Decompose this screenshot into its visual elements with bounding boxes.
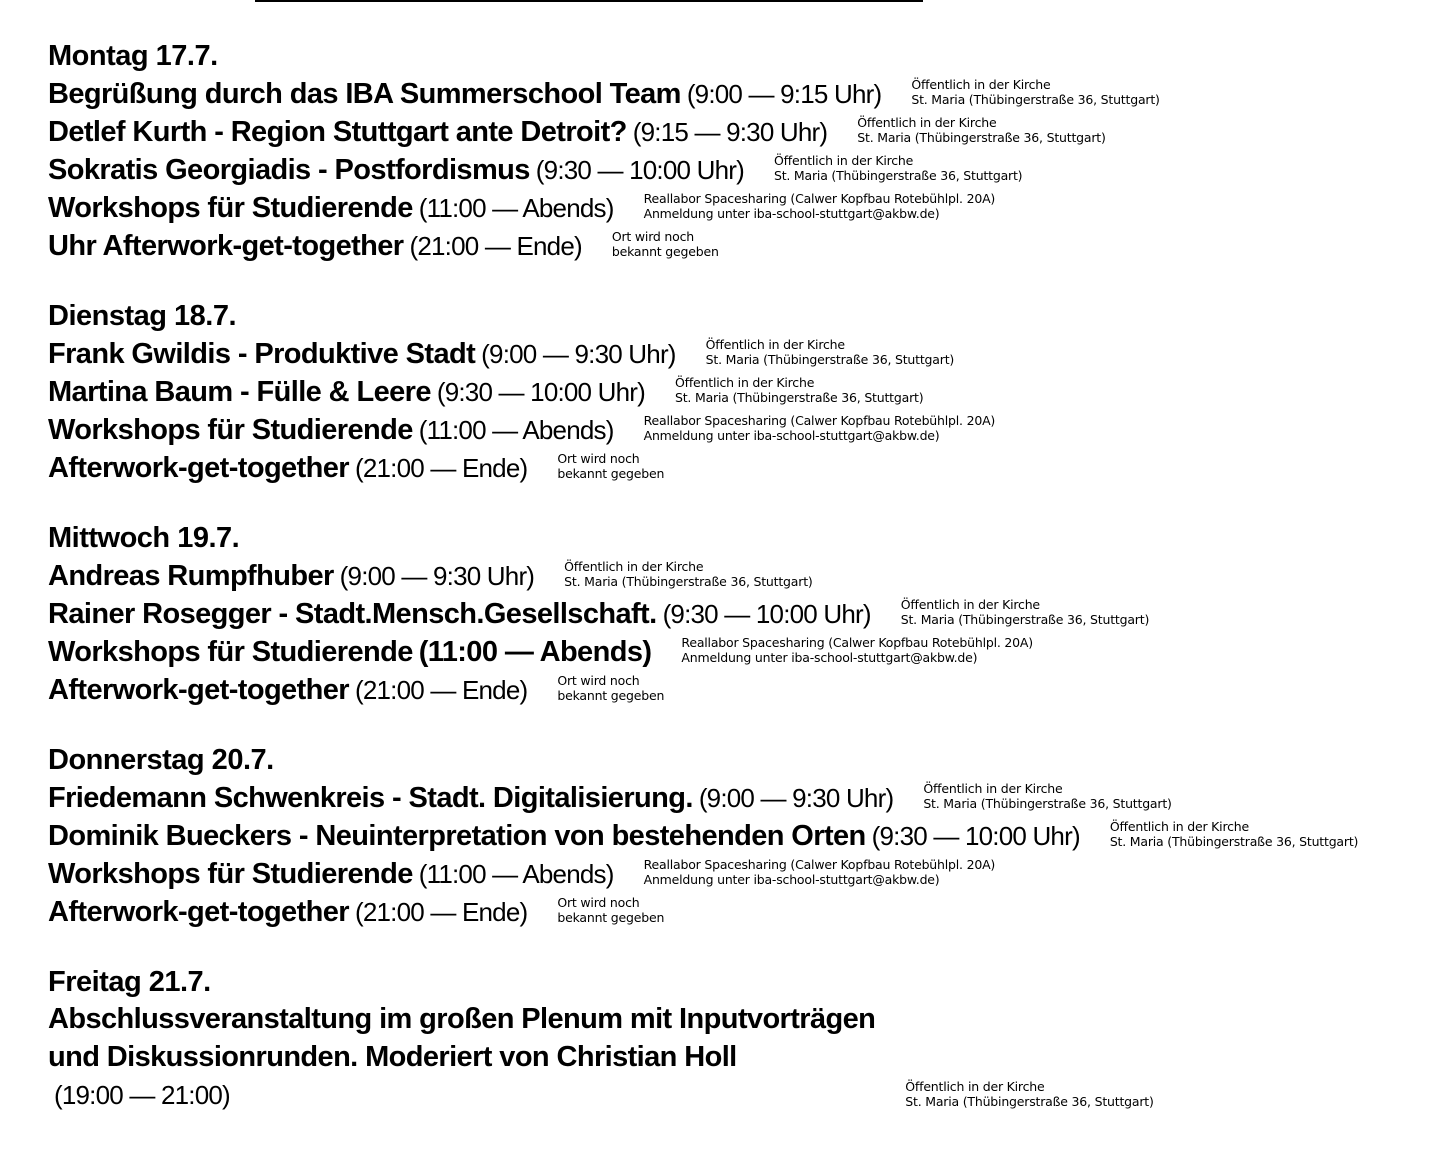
entry-title: Rainer Rosegger - Stadt.Mensch.Gesellschaft. — [48, 598, 657, 630]
day-title: Freitag 21.7. — [48, 966, 211, 998]
entry-location — [675, 375, 923, 410]
entry-title: Afterwork-get-together — [48, 452, 349, 484]
schedule-entry — [48, 778, 1450, 816]
entry-title: Frank Gwildis - Produktive Stadt — [48, 338, 476, 370]
closing-event — [48, 1000, 1450, 1114]
entry-title: Workshops für Studierende — [48, 192, 413, 224]
location-line-1: Ort wird noch — [557, 451, 640, 466]
entry-time: (9:15 — 9:30 Uhr) — [632, 117, 828, 147]
location-line-2: bekannt gegeben — [557, 466, 665, 481]
entry-location — [905, 1079, 1153, 1114]
top-rule — [255, 0, 923, 2]
location-line-1: Öffentlich in der Kirche — [911, 77, 1051, 92]
location-line-2: St. Maria (Thübingerstraße 36, Stuttgart) — [857, 130, 1106, 145]
location-line-1: Reallabor Spacesharing (Calwer Kopfbau Rotebühlpl. 20A) — [643, 191, 996, 206]
schedule-entry — [48, 816, 1450, 854]
entry-title: Friedemann Schwenkreis - Stadt. Digitalisierung. — [48, 782, 693, 814]
entry-title: Afterwork-get-together — [48, 896, 349, 928]
entry-title — [48, 1000, 875, 1114]
closing-line-2 — [48, 1038, 875, 1114]
entry-time: (9:30 — 10:00 Uhr) — [535, 155, 744, 185]
entry-title: Workshops für Studierende — [48, 414, 413, 446]
entry-location — [644, 413, 996, 448]
entry-time: (19:00 — 21:00) — [54, 1080, 230, 1110]
day-monday — [48, 40, 1450, 264]
entry-location — [774, 153, 1022, 188]
location-line-1: Öffentlich in der Kirche — [905, 1079, 1045, 1094]
schedule-entry — [48, 188, 1450, 226]
location-line-2: St. Maria (Thübingerstraße 36, Stuttgart) — [923, 796, 1172, 811]
closing-line-2-text: und Diskussionrunden. Moderiert von Christian Holl — [48, 1041, 737, 1073]
entry-location — [901, 597, 1149, 632]
schedule-entry — [48, 892, 1450, 930]
entry-title: Uhr Afterwork-get-together — [48, 230, 404, 262]
entry-location — [557, 451, 664, 486]
schedule-entry — [48, 670, 1450, 708]
location-line-1: Ort wird noch — [611, 229, 695, 244]
entry-location — [564, 559, 812, 594]
location-line-1: Öffentlich in der Kirche — [923, 781, 1063, 796]
entry-title: Workshops für Studierende — [48, 858, 413, 890]
entry-location — [1110, 819, 1358, 854]
day-wednesday — [48, 522, 1450, 708]
closing-line-1: Abschlussveranstaltung im großen Plenum mit Inputvorträgen — [48, 1003, 876, 1035]
schedule-entry — [48, 594, 1450, 632]
entry-time: (21:00 — Ende) — [354, 897, 528, 927]
location-line-2: St. Maria (Thübingerstraße 36, Stuttgart) — [675, 390, 924, 405]
location-line-2: bekannt gegeben — [557, 910, 665, 925]
entry-location — [681, 635, 1033, 670]
entry-location — [911, 77, 1159, 112]
schedule-entry — [48, 854, 1450, 892]
entry-time: (11:00 — Abends) — [418, 415, 614, 445]
location-line-1: Ort wird noch — [557, 673, 640, 688]
location-line-1: Öffentlich in der Kirche — [705, 337, 845, 352]
location-line-2: St. Maria (Thübingerstraße 36, Stuttgart) — [911, 92, 1160, 107]
location-line-2: Anmeldung unter iba-school-stuttgart@akbw.de) — [681, 650, 978, 665]
entry-time: (21:00 — Ende) — [354, 675, 528, 705]
entry-location — [612, 229, 719, 264]
location-line-1: Öffentlich in der Kirche — [857, 115, 997, 130]
schedule-entry — [48, 226, 1450, 264]
entry-time: (9:30 — 10:00 Uhr) — [662, 599, 871, 629]
entry-title: Workshops für Studierende — [48, 636, 413, 668]
location-line-1: Öffentlich in der Kirche — [564, 559, 704, 574]
entry-time: (9:00 — 9:15 Uhr) — [686, 79, 882, 109]
entry-time: (9:00 — 9:30 Uhr) — [481, 339, 676, 369]
entry-location — [706, 337, 954, 372]
schedule-entry — [48, 334, 1450, 372]
schedule-entry — [48, 448, 1450, 486]
schedule-entry — [48, 150, 1450, 188]
entry-time: (9:30 — 10:00 Uhr) — [871, 821, 1080, 851]
entry-time: (21:00 — Ende) — [354, 453, 528, 483]
entry-time: (9:00 — 9:30 Uhr) — [698, 783, 894, 813]
location-line-2: Anmeldung unter iba-school-stuttgart@akbw.de) — [643, 872, 940, 887]
entry-time: (11:00 — Abends) — [418, 193, 614, 223]
program-schedule — [48, 40, 1450, 1150]
location-line-2: Anmeldung unter iba-school-stuttgart@akbw.de) — [643, 206, 940, 221]
day-title: Dienstag 18.7. — [48, 300, 237, 332]
day-title: Donnerstag 20.7. — [48, 744, 274, 776]
entry-time: (11:00 — Abends) — [418, 636, 652, 668]
entry-time: (9:00 — 9:30 Uhr) — [339, 561, 535, 591]
location-line-1: Öffentlich in der Kirche — [1109, 819, 1250, 834]
location-line-2: St. Maria (Thübingerstraße 36, Stuttgart) — [705, 352, 955, 367]
location-line-2: St. Maria (Thübingerstraße 36, Stuttgart) — [1109, 834, 1359, 849]
location-line-1: Ort wird noch — [557, 895, 640, 910]
location-line-2: St. Maria (Thübingerstraße 36, Stuttgart) — [564, 574, 813, 589]
schedule-entry — [48, 112, 1450, 150]
schedule-entry — [48, 556, 1450, 594]
location-line-2: St. Maria (Thübingerstraße 36, Stuttgart) — [900, 612, 1150, 627]
entry-title: Martina Baum - Fülle & Leere — [48, 376, 431, 408]
day-friday — [48, 966, 1450, 1114]
entry-location — [557, 673, 664, 708]
entry-title: Dominik Bueckers - Neuinterpretation von bestehenden Orten — [48, 820, 866, 852]
entry-title: Detlef Kurth - Region Stuttgart ante Detroit? — [48, 116, 627, 148]
entry-time: (11:00 — Abends) — [418, 859, 614, 889]
entry-title: Afterwork-get-together — [48, 674, 349, 706]
entry-location — [857, 115, 1105, 150]
schedule-entry — [48, 372, 1450, 410]
location-line-1: Öffentlich in der Kirche — [900, 597, 1040, 612]
day-title: Montag 17.7. — [48, 40, 218, 72]
location-line-2: bekannt gegeben — [611, 244, 719, 259]
entry-title: Andreas Rumpfhuber — [48, 560, 334, 592]
day-tuesday — [48, 300, 1450, 486]
location-line-2: bekannt gegeben — [557, 688, 665, 703]
location-line-2: St. Maria (Thübingerstraße 36, Stuttgart) — [773, 168, 1023, 183]
location-line-1: Reallabor Spacesharing (Calwer Kopfbau Rotebühlpl. 20A) — [681, 635, 1033, 650]
entry-title: Begrüßung durch das IBA Summerschool Team — [48, 78, 681, 110]
entry-location — [644, 857, 996, 892]
location-line-2: Anmeldung unter iba-school-stuttgart@akbw.de) — [643, 428, 940, 443]
entry-location — [923, 781, 1171, 816]
entry-title: Sokratis Georgiadis - Postfordismus — [48, 154, 530, 186]
schedule-entry — [48, 410, 1450, 448]
day-title: Mittwoch 19.7. — [48, 522, 240, 554]
entry-location — [557, 895, 664, 930]
location-line-1: Reallabor Spacesharing (Calwer Kopfbau Rotebühlpl. 20A) — [643, 413, 996, 428]
entry-location — [644, 191, 996, 226]
location-line-2: St. Maria (Thübingerstraße 36, Stuttgart) — [905, 1094, 1154, 1109]
location-line-1: Öffentlich in der Kirche — [773, 153, 914, 168]
schedule-entry — [48, 74, 1450, 112]
location-line-1: Reallabor Spacesharing (Calwer Kopfbau Rotebühlpl. 20A) — [643, 857, 996, 872]
entry-time: (21:00 — Ende) — [409, 231, 582, 261]
day-thursday — [48, 744, 1450, 930]
location-line-1: Öffentlich in der Kirche — [675, 375, 815, 390]
entry-time: (9:30 — 10:00 Uhr) — [436, 377, 645, 407]
schedule-entry — [48, 632, 1450, 670]
